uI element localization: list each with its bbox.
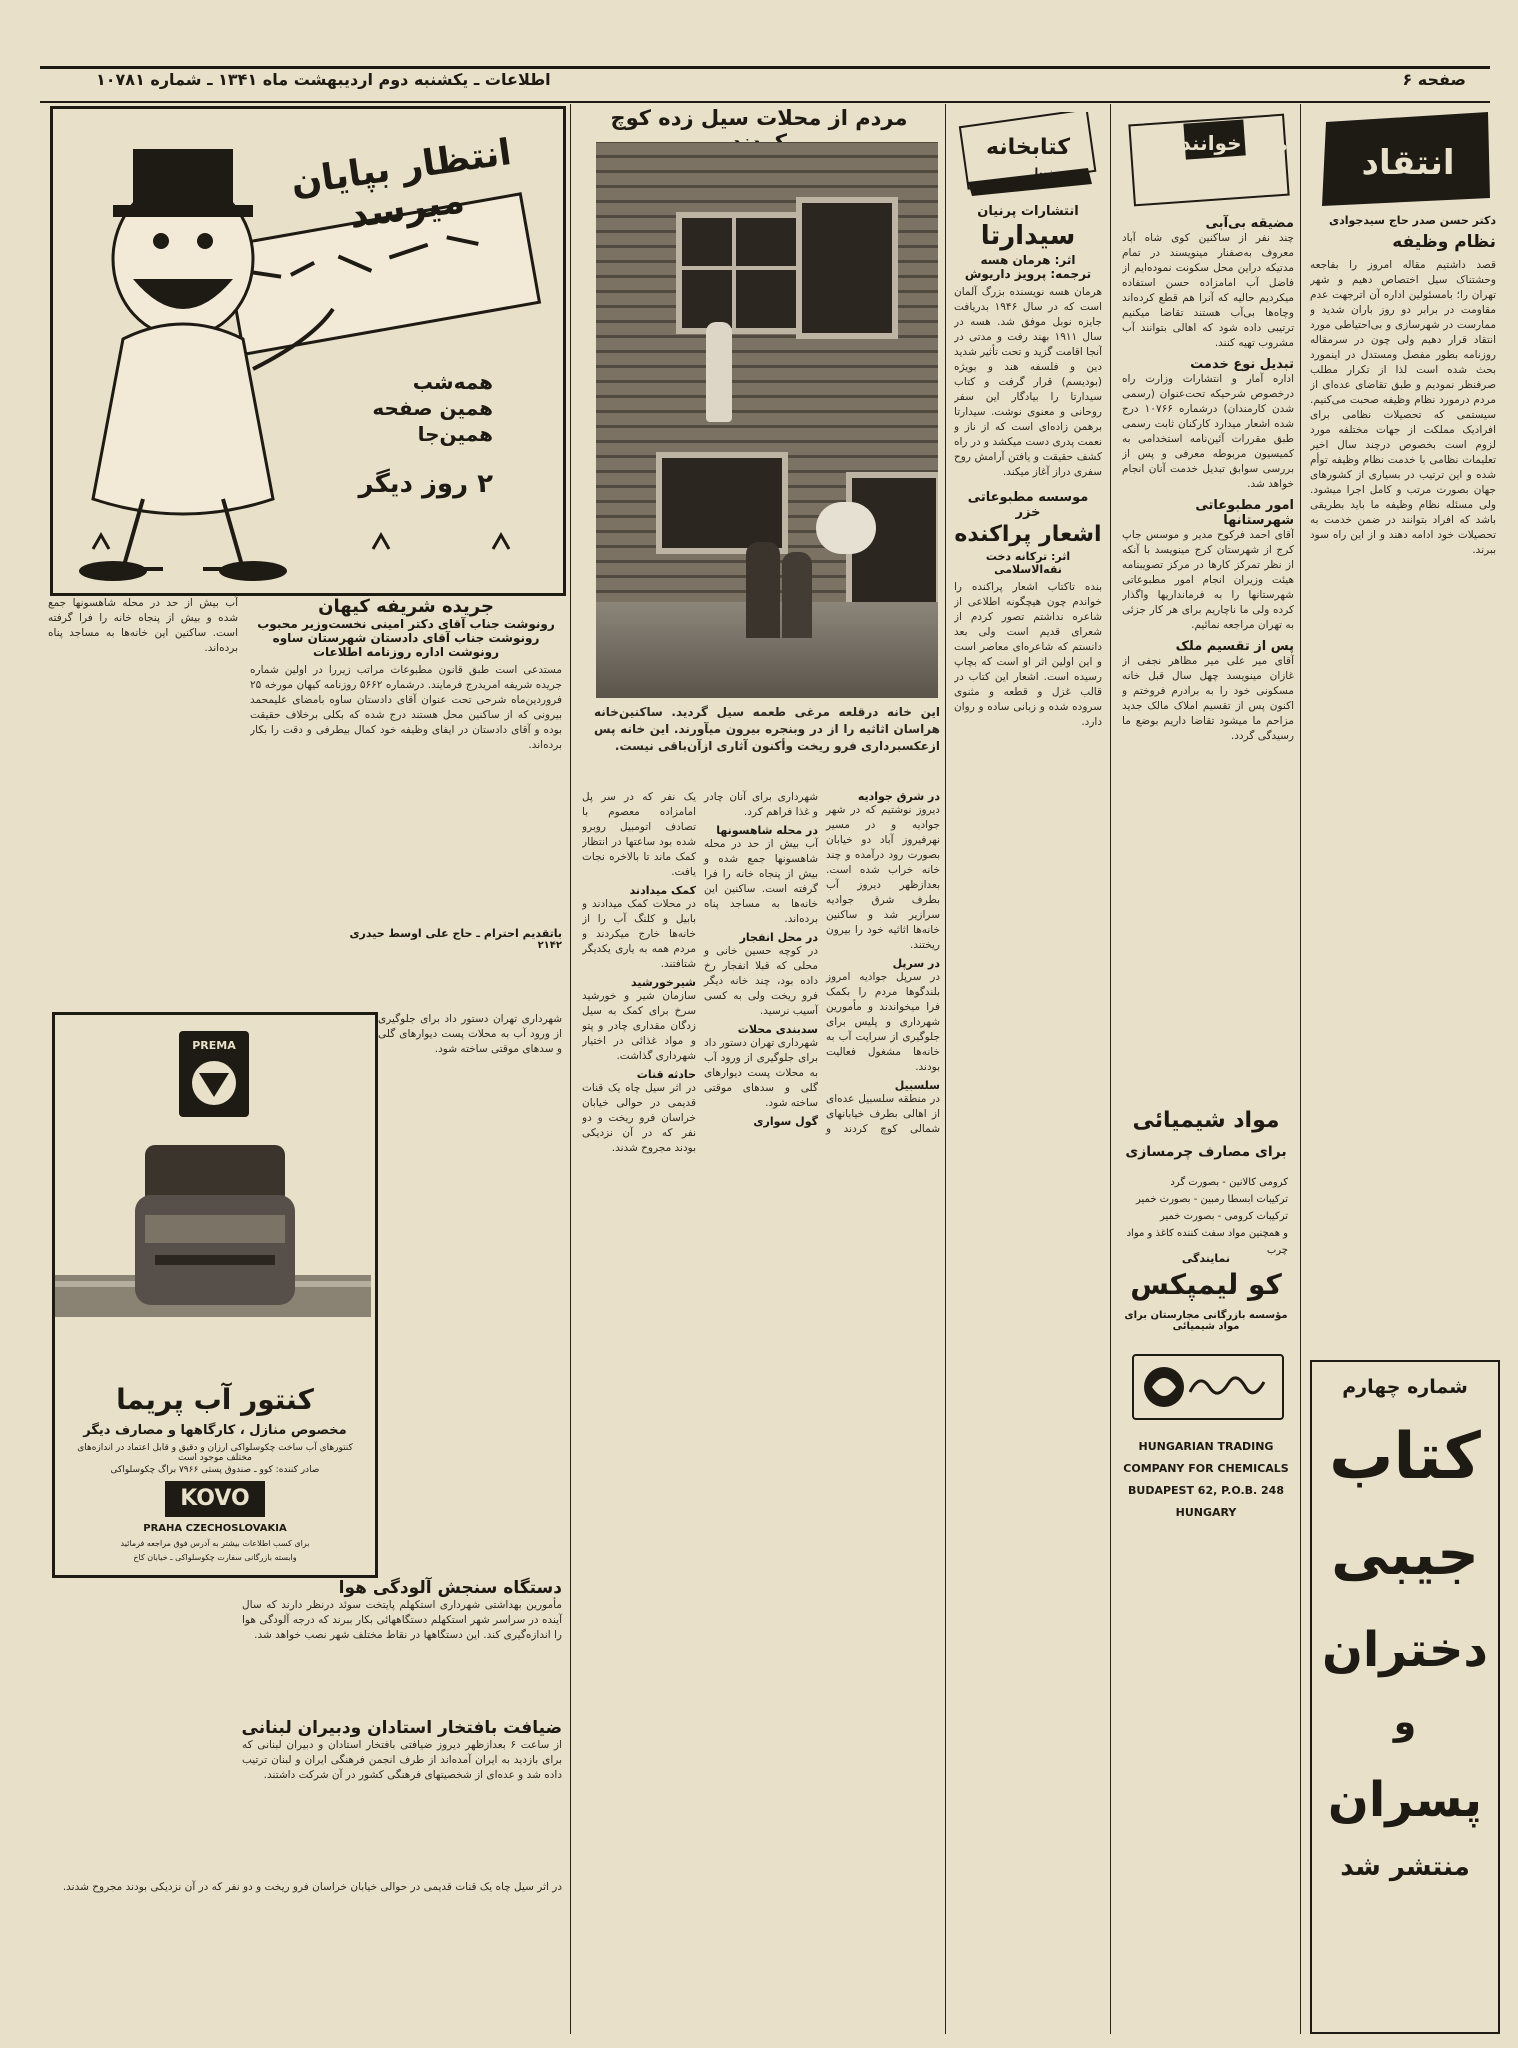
flood-section-body: سازمان شیر و خورشید سرخ برای کمک به سیل زدگان مقداری چادر و پتو و مواد غذائی در اختیار شهرداری گذاشت.: [582, 990, 696, 1062]
water-meter-contact: صادر کننده: کوو ـ صندوق پستی ۷۹۶۶ براگ چکوسلواکی: [110, 1465, 320, 1475]
chemicals-title: مواد شیمیائی: [1132, 1108, 1280, 1133]
chemicals-product-line: کرومی کالانین - بصورت گرد: [1170, 1177, 1288, 1188]
library-book2-title: اشعار پراکنده: [954, 522, 1102, 547]
cartoon-ad: [50, 106, 566, 596]
chemolimpex-logo-graphic: [1134, 1356, 1282, 1418]
pollution-title: دستگاه سنجش آلودگی هوا: [338, 1578, 562, 1598]
lower-window: [656, 452, 788, 554]
chemicals-agent-name: کو لیمپکس: [1130, 1268, 1282, 1301]
letter-subtitle: رونوشت جناب آقای دکتر امینی نخست‌وزیر محبوب: [257, 617, 555, 631]
readers-item-title: مضیقه بی‌آبی: [1205, 216, 1294, 231]
book-ad-published: منتشر شد: [1340, 1852, 1470, 1882]
kovo-logo: KOVO: [165, 1481, 265, 1517]
flood-section-title: حادثه قنات: [636, 1068, 696, 1081]
letter-body: مستدعی است طبق قانون مطبوعات مراتب زیررا در اولین شماره جریده شریفه امریدرج فرمایند. درشماره ۵۶۶۲ روزنامه کیهان مورخه ۲۵ فروردین‌ماه شرحی تحت عنوان آقای دادستان ساوه بامضای علیمحمد بیرونی که از ساکنین محل هستند درج شده که بکلی برخلاف حقیقت بوده و آقای دادستان در ایفای وظیفه خود کمال بیطرفی و دقت را بکار برده‌اند.: [250, 664, 562, 751]
readers-logo-text: ما و خوانندگان: [1144, 131, 1288, 155]
bundle-of-belongings: [816, 502, 876, 554]
pollution-body: مأمورین بهداشتی شهرداری استکهلم پایتخت سوئد درنظر دارند که سال آینده در سراسر شهر استکهلم دستگاههائی بکار ببرند که درجه آلودگی هوا را اندازه‌گیری کند. این دستگاهها در نقاط مختلف شهر نصب خواهد شد.: [242, 1599, 562, 1641]
chemicals-ad: [1118, 1104, 1294, 2032]
criticism-logo-graphic: [1318, 112, 1496, 212]
cartoon-line: همین‌جا: [417, 422, 493, 446]
flood-section-body: در سرپل جواديه امروز بلندگوها مردم را بکمک فرا میخواندند و مأمورین شهرداری و پلیس برای جلوگیری از سرایت آب به خانه‌ها مشغول فعالیت بودند.: [826, 971, 940, 1073]
flood-section-body: در اثر سیل چاه یک قنات قدیمی در حوالی خیابان خراسان فرو ریخت و دو نفر که در آن نزدیکی بودند مجروح شدند.: [582, 1082, 696, 1154]
flood-section-title: کمک میدادند: [629, 884, 696, 897]
reception-body: از ساعت ۶ بعدازظهر دیروز ضیافتی بافتخار استادان و دبیران لبنانی که برای بازدید به ایران آمده‌اند از طرف انجمن فرهنگی ایران و لبنان ترتیب داده شد و عده‌ای از شخصیتهای فرهنگی کشور در آن شرکت داشتند.: [242, 1739, 562, 1781]
book-ad: [1310, 1360, 1500, 2034]
column-rule: [945, 104, 946, 2034]
chemicals-product-line: و همچنین مواد سفت کننده کاغذ و مواد چرب: [1126, 1228, 1288, 1256]
flood-section-body: در کوچه حسین خانی و محلی که قبلا انفجار رخ داده بود، چند خانه دیگر فرو ریخت ولی به کسی آسیب نرسید.: [704, 945, 818, 1017]
flood-section-title: سدبندی محلات: [737, 1023, 818, 1036]
flood-section-title: در شرق جواديه: [857, 790, 940, 803]
chemicals-products: [1124, 1174, 1288, 1259]
library-logo-text: کتابخانه: [985, 135, 1071, 160]
library-logo-graphic: [958, 112, 1100, 198]
page-number: صفحه ۶: [1402, 70, 1466, 89]
flood-section-title: در محله شاهسونها: [716, 824, 818, 837]
column-rule: [1300, 104, 1301, 2034]
column-rule: [1110, 104, 1111, 2034]
readers-item-body: اداره آمار و انتشارات وزارت راه درخصوص شرحیکه تحت‌عنوان (رسمی شدن کارمندان) درشماره ۱۰۷۶۶ درج شده اشعار میدارد کارکنان ثابت رسمی طبق مقررات آئین‌نامه استخدامی به کمیسیون مربوطه معرفی و پس از بررسی سوابق تبدیل خدمت آنان انجام خواهد شد.: [1122, 373, 1294, 490]
water-meter-title: کنتور آب پریما: [116, 1383, 314, 1416]
flood-section-title: شیرخورشید: [631, 976, 696, 989]
flood-photo-caption: این خانه درقلعه مرغی طعمه سیل گردید. ساکنین‌خانه هراسان اثاثیه را از در وبنجره بیرون میآورند. این خانه پس ازعکسبرداری فرو ریخت وأکنون آثاری ازآن‌باقی نیست.: [594, 705, 940, 753]
flood-story-body: [582, 790, 940, 2030]
readers-logo: [1126, 112, 1292, 208]
criticism-byline: دکتر حسن صدر حاج سیدجوادی: [1329, 214, 1496, 227]
library-book2-author: اثر: ترکانه دخت نقه‌الاسلامی: [985, 550, 1071, 576]
library-column: [954, 204, 1102, 2024]
library-logo-sub: زیبا: [1034, 166, 1054, 179]
pollution-story: [48, 1578, 562, 1643]
water-meter-illustration: [55, 1125, 371, 1375]
reception-title: ضیافت بافتخار استادان ودبیران لبنانی: [241, 1718, 562, 1738]
flood-section-body: یک نفر که در سر پل امامزاده معصوم با تصادف اتومبیل روبرو شده بود ساعتها در انتظار کمک ماند تا بالاخره نجات یافت.: [582, 791, 696, 878]
flood-continuation-3: در اثر سیل چاه یک قنات قدیمی در حوالی خیابان خراسان فرو ریخت و دو نفر که در آن نزدیکی بودند مجروح شدند.: [62, 1881, 562, 1893]
flood-section-body: آب بیش از حد در محله شاهسونها جمع شده و بیش از پنجاه خانه را فرا گرفته است. ساکنین این خانه‌ها به مساجد پناه برده‌اند.: [704, 838, 818, 925]
flood-section-title: در سرپل: [892, 957, 940, 970]
library-author: اثر: هرمان هسه: [980, 253, 1076, 267]
readers-item-body: چند نفر از ساکنین کوی شاه آباد معروف به‌صفنار مینویسند در تمام مدتیکه دراین محل سکونت نموده‌ایم از فاضل آب امامزاده حسن استفاده میکردیم حالیه که آنرا هم قطع کرده‌اند وچاه‌ها بی‌آب هستند تقاضا میکنیم ترتیبی داده شود که اهالی بتوانند آب مشروب تهیه کنند.: [1122, 232, 1294, 349]
flood-section-body: در منطقه سلسبیل عده‌ای از اهالی بطرف خیابانهای شمالی کوچ کردند و شهرداری برای آنان چادر و غذا فراهم کرد.: [704, 791, 940, 1135]
prema-emblem: [179, 1055, 249, 1115]
cartoon-line: همه‌شب: [412, 370, 493, 394]
book-ad-word-book: کتاب: [1329, 1420, 1481, 1494]
chemicals-en-line: HUNGARIAN TRADING: [1138, 1440, 1274, 1453]
criticism-logo: [1318, 112, 1496, 212]
readers-item-title: امور مطبوعاتی شهرستانها: [1195, 498, 1294, 528]
column-rule: [570, 104, 571, 2034]
flood-section-body: شهرداری تهران دستور داد برای جلوگیری از ورود آب به محلات پست دیوارهای گلی و سدهای موقتی ساخته شود.: [704, 1037, 818, 1109]
readers-item-title: پس از تقسیم ملک: [1175, 639, 1294, 654]
chemolimpex-logo: [1132, 1354, 1284, 1420]
cartoon-countdown: ۲ روز دیگر: [358, 469, 493, 499]
library-publisher-2: موسسه مطبوعاتی خزر: [967, 490, 1089, 520]
library-book-title: سیدارتا: [980, 221, 1076, 251]
flood-continuation-2: شهرداری تهران دستور داد برای جلوگیری از ورود آب به محلات پست دیوارهای گلی و سدهای موقتی ساخته شود.: [378, 1013, 562, 1055]
chemicals-product-line: ترکیبات ابسطا رمبین - بصورت خمیر: [1136, 1194, 1288, 1205]
flood-headline: مردم از محلات سیل زده کوچ: [610, 106, 908, 130]
library-translator: ترجمه: پرویز داریوش: [964, 267, 1092, 281]
readers-item-body: آقای میر علی میر مظاهر نجفی از غازان مینویسد چهل سال قبل خانه مسکونی خود را به برادرم فروختم و اکنون پس از تقسیم املاک مالک جدید مزاحم ما میشود تقاضا داریم بوضع ما رسیدگی گردد.: [1122, 655, 1294, 742]
prema-logo: [179, 1031, 249, 1117]
flood-section-body: در محلات کمک میدادند و بابیل و کلنگ آب را از خانه‌ها خارج میکردند و مردم همه به یاری یکدیگر شتافتند.: [582, 898, 696, 970]
chemicals-product-line: ترکیبات کرومی - بصورت خمیر: [1159, 1211, 1288, 1222]
water-meter-desc: کنتورهای آب ساخت چکوسلواکی ارزان و دقیق و قابل اعتماد در اندازه‌های مختلف موجود است: [77, 1443, 353, 1463]
letter-subtitle: رونوشت اداره روزنامه اطلاعات: [312, 645, 500, 659]
water-meter-footer2: وابسته بازرگانی سفارت چکوسلواکی ـ خیابان کاخ: [133, 1553, 297, 1562]
water-meter-city: PRAHA CZECHOSLOVAKIA: [143, 1523, 287, 1534]
water-meter-ad: [52, 1012, 378, 1578]
water-meter-subtitle: مخصوص منازل ، کارگاهها و مصارف دیگر: [83, 1423, 347, 1438]
library-logo: [958, 112, 1100, 198]
chemicals-en-line: BUDAPEST 62, P.O.B. 248: [1128, 1484, 1284, 1497]
water-meter-footer: برای کسب اطلاعات بیشتر به آدرس فوق مراجعه فرمائید: [120, 1539, 310, 1548]
readers-column: [1122, 214, 1294, 1094]
book-ad-word-girls: دختران: [1321, 1622, 1489, 1678]
chemicals-subtitle: برای مصارف چرمسازی: [1125, 1144, 1287, 1160]
criticism-title: نظام وظیفه: [1392, 232, 1496, 252]
chemicals-en-line: HUNGARY: [1175, 1506, 1237, 1519]
letter-subtitle: رونوشت جناب آقای دادستان شهرستان ساوه: [272, 631, 540, 645]
criticism-logo-text: انتقاد: [1361, 143, 1455, 183]
readers-logo-graphic: [1126, 112, 1292, 208]
chemicals-agent-desc: مؤسسه بازرگانی مجارستان برای مواد شیمیائی: [1124, 1310, 1288, 1332]
library-body: هرمان هسه نویسنده بزرگ آلمان است که در سال ۱۹۴۶ بدریافت جایزه نوبل موفق شد. هسه در سال ۱۹۱۱ بهند رفت و مدتی در آنجا اقامت گزید و تحت تأثیر شدید دین و فلسفه هند و بویژه (بودیسم) قرار گرفت و کتاب سیدارتا را بیادگار این سفر روحانی و معنوی نوشت. سیدارتا برهمن زاده‌ای است که از ناز و نعمت پدری دست میکشد و در راه کشف حقیقت و یافتن آرامش روح سفری دراز آغاز میکند.: [954, 286, 1102, 478]
flood-photo: [596, 142, 938, 698]
book-ad-word-boys: پسران: [1327, 1772, 1483, 1828]
library-book2-body: بنده تاکتاب اشعار پراکنده را خواندم چون هیچگونه اطلاعی از شاعره نداشتم تصور کردم از شعرای قدیم است ولی بعد دانستم که شاعره‌ای معاصر است و این اولین اثر او است که بچاپ رسیده است. اشعار این کتاب در قالب غزل و قطعه و مثنوی سروده شده و زبانی ساده و روان دارد.: [954, 581, 1102, 728]
person-wading: [782, 552, 812, 638]
cartoon-line: همین صفحه: [372, 396, 493, 420]
flood-section-title: سلسبیل: [894, 1079, 940, 1092]
person-wading: [746, 542, 780, 638]
reception-story: [48, 1718, 562, 1783]
book-ad-word-pocket: جیبی: [1331, 1520, 1479, 1588]
upper-window-right: [796, 197, 898, 339]
library-publisher: انتشارات پرنیان: [977, 204, 1079, 219]
chemicals-en-line: COMPANY FOR CHEMICALS: [1123, 1462, 1289, 1475]
book-ad-issue: شماره چهارم: [1342, 1376, 1468, 1398]
flood-section-title: گول سواری: [753, 1115, 818, 1128]
person-on-ledge: [706, 322, 732, 422]
letter-signature: باتقدیم احترام ـ حاج علی اوسط حیدری: [349, 927, 562, 940]
flood-section-body: دیروز نوشتیم که در شهر جواديه و در مسیر نهرفیروز آباد دو خیابان بصورت رود درآمده و چند خانه خراب شده است. بعدازظهر دیروز آب بطرف شرق جواديه سرازیر شد و ساکنین خانه‌ها اثاثیه خود را بیرون ریختند.: [826, 804, 940, 951]
criticism-body: قصد داشتیم مقاله امروز را بفاجعه وحشتناک سیل اختصاص دهیم و شهر تهران را؛ بامسئولین اداره آن اترجهت عدم مقاومت در برابر دو روز باران شدید و ممارست در شهرسازی و بی‌احتیاطی مورد انتقاد قرار دهیم ولی چون در سرمقاله روزنامه بطور مفصل ومستدل در اینمورد بحث شده است لذا از تکرار مطلب صرفنظر نمودیم و طبق تقاضای عده‌ای از مردم درمورد نظام وظیفه صحبت می‌کنیم. سیستمی که تحصیلات نظامی برای افرادیک مملکت از جهات مختلفه مورد لزوم است بخصوص درچند سال اخیر تعلیمات نظامی با خدمت نظام وظیفه توأم شده و این ترتیب در بسیاری از کشورهای جهان بصورت مرتب و کامل اجرا میشود. ولی مسئله نظام وظیفه ما باید بطریقی باشد که افراد بتوانند در ضمن خدمت به تحصیلات خود ادامه دهند و از این راه سود ببرند.: [1310, 259, 1496, 556]
chemicals-english-block: [1118, 1436, 1294, 1524]
letter-title: جریده شریفه کیهان: [318, 596, 494, 617]
readers-item-body: آقای احمد فرکوح مدیر و موسس جاپ کرج از شهرستان کرج مینویسد با آنکه از نظر تمرکز کارها در مرکز تصویبنامه هیئت وزیران انجام امور مطبوعاتی شهرستانها را به فرمانداریها واگذار کرده ولی ما ناچاریم برای هر کار جزئی به تهران مراجعه نمائیم.: [1122, 529, 1294, 631]
flood-section-title: در محل انفجار: [739, 931, 818, 944]
prema-brand: PREMA: [192, 1039, 236, 1052]
cartoon-tagline: [372, 369, 493, 447]
masthead-info: اطلاعات ـ یکشنبه دوم اردیبهشت ماه ۱۳۴۱ ـ شماره ۱۰۷۸۱: [96, 70, 551, 89]
chemicals-agent-label: نمایندگی: [1181, 1252, 1231, 1265]
flood-continuation: آب بیش از حد در محله شاهسونها جمع شده و بیش از پنجاه خانه را فرا گرفته است. ساکنین این خانه‌ها به مساجد پناه برده‌اند.: [48, 597, 238, 654]
book-ad-word-and: و: [1393, 1702, 1417, 1743]
cartoon-headline: انتظار بپایان میرسد: [288, 131, 514, 237]
letter-code: ۲۱۴۲: [537, 940, 562, 951]
readers-item-title: تبدیل نوع خدمت: [1190, 357, 1294, 372]
upper-window: [676, 212, 804, 334]
letter-block: [48, 596, 562, 1000]
